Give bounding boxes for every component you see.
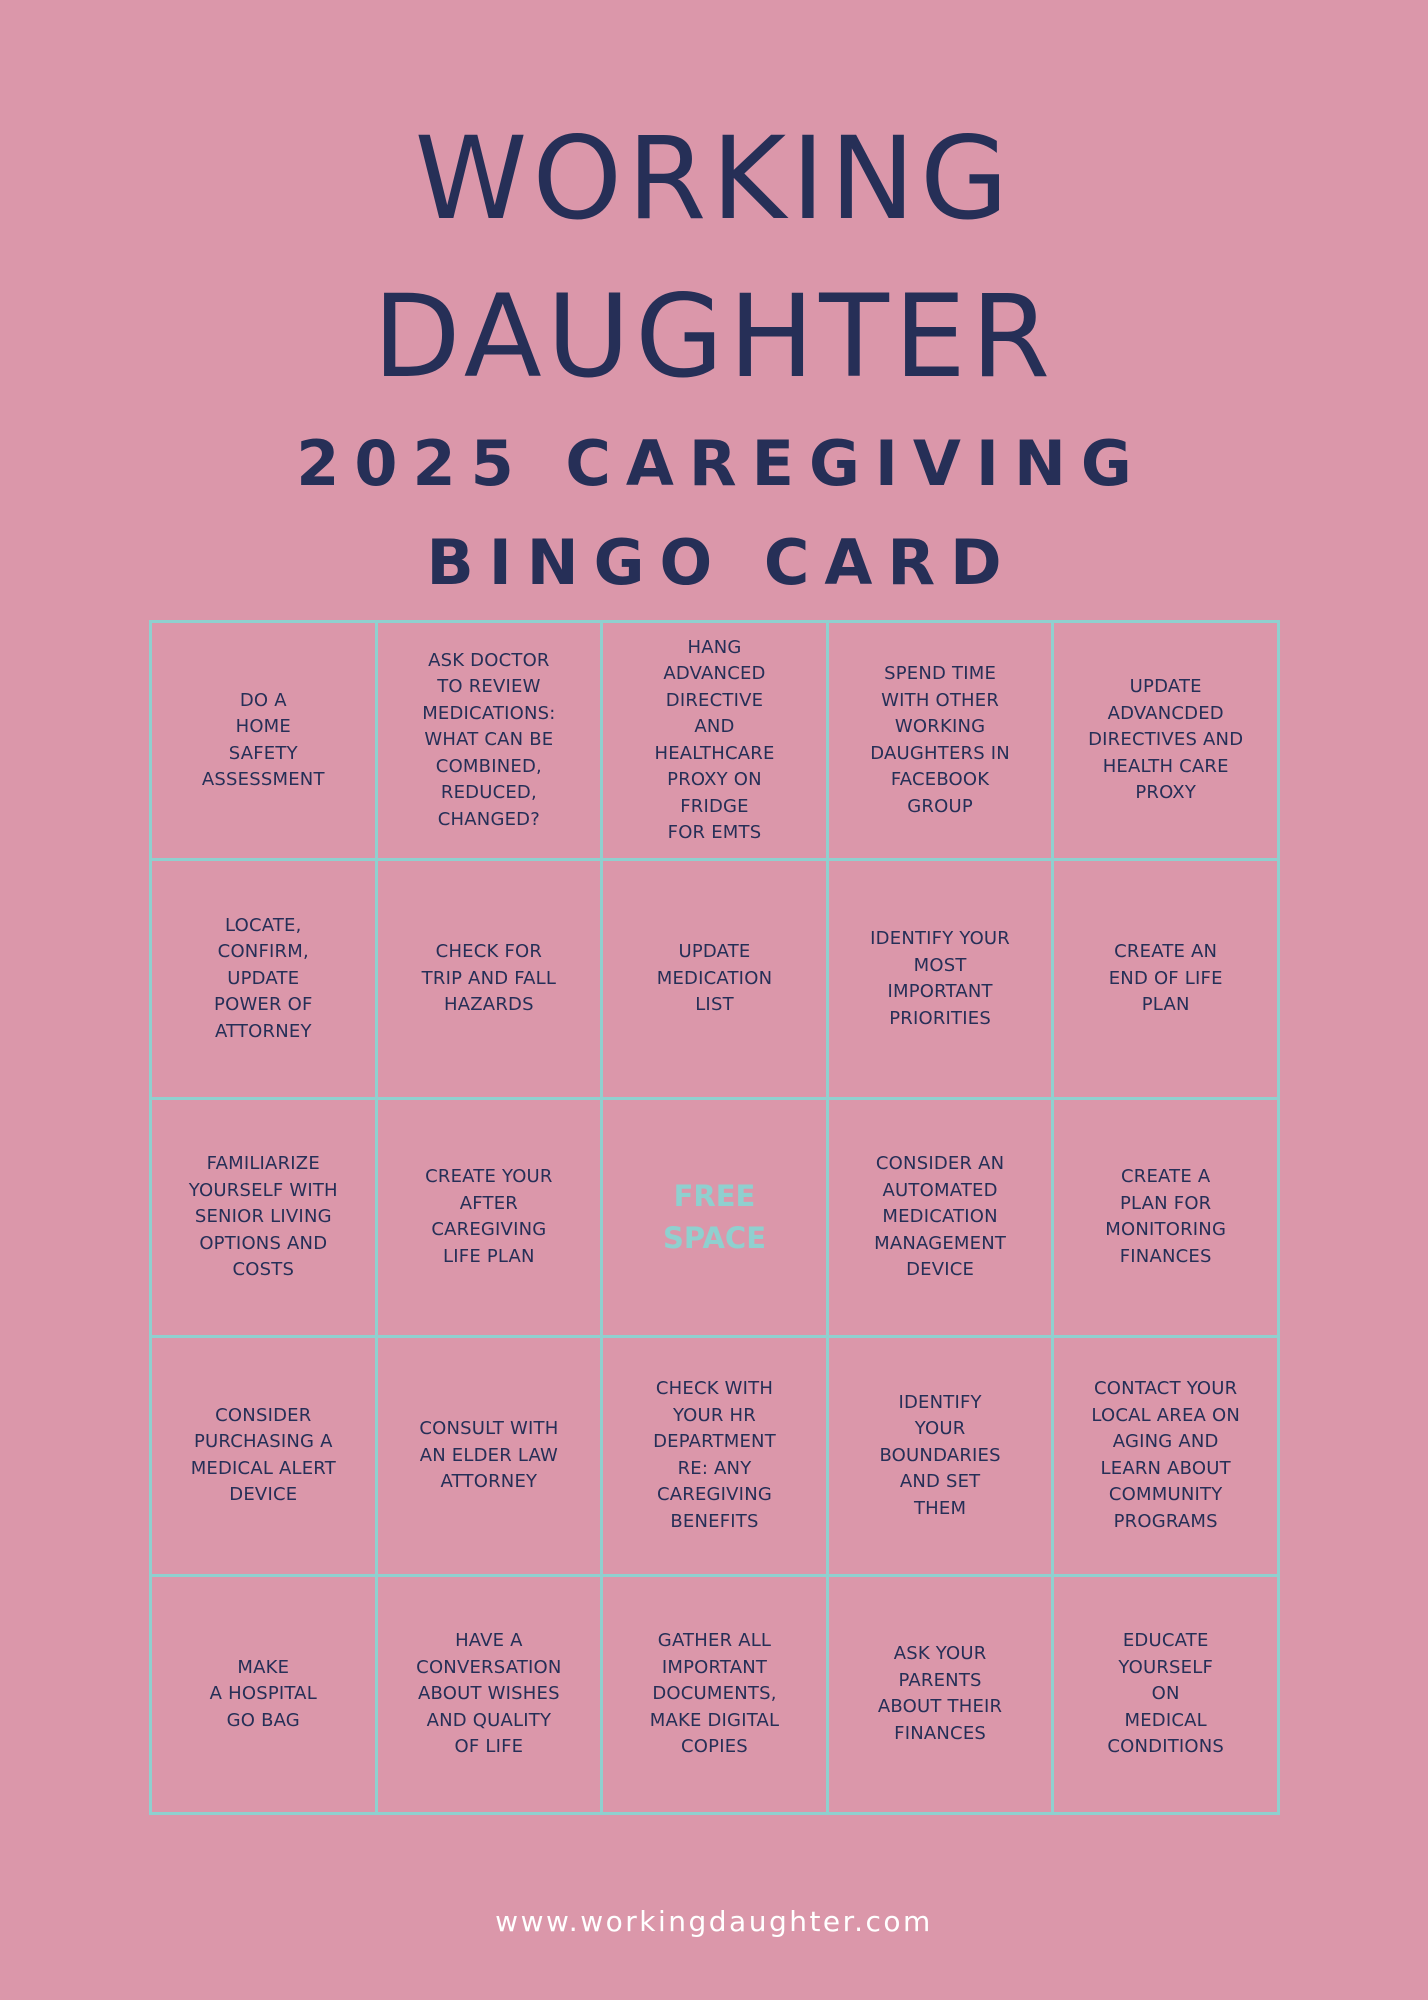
bingo-cell-text: EDUCATE YOURSELF ON MEDICAL CONDITIONS	[1107, 1630, 1225, 1758]
bingo-cell[interactable]	[1054, 1100, 1280, 1338]
website-url[interactable]: www.workingdaughter.com	[495, 1905, 933, 1938]
bingo-cell[interactable]	[152, 1100, 378, 1338]
bingo-cell[interactable]	[1054, 1577, 1280, 1815]
bingo-cell[interactable]	[1054, 623, 1280, 861]
bingo-cell[interactable]	[603, 623, 829, 861]
bingo-cell-text: CREATE AN END OF LIFE PLAN	[1108, 941, 1223, 1016]
title-daughter: DAUGHTER	[372, 270, 1056, 403]
bingo-cell[interactable]	[603, 861, 829, 1099]
title-working: WORKING	[414, 112, 1014, 245]
bingo-cell-text: UPDATE ADVANCDED DIRECTIVES AND HEALTH CARE PROXY	[1088, 676, 1244, 804]
bingo-cell[interactable]	[829, 623, 1055, 861]
bingo-cell[interactable]	[378, 623, 604, 861]
bingo-cell[interactable]	[829, 861, 1055, 1099]
bingo-cell[interactable]	[378, 861, 604, 1099]
bingo-cell-text: IDENTIFY YOUR BOUNDARIES AND SET THEM	[879, 1391, 1001, 1519]
bingo-cell-text: GATHER ALL IMPORTANT DOCUMENTS, MAKE DIGITAL COPIES	[649, 1630, 780, 1758]
bingo-cell-text: HAVE A CONVERSATION ABOUT WISHES AND QUALITY OF LIFE	[416, 1630, 562, 1758]
bingo-cell[interactable]	[1054, 1338, 1280, 1576]
free-space-cell[interactable]	[603, 1100, 829, 1338]
bingo-cell-text: MAKE A HOSPITAL GO BAG	[209, 1656, 317, 1731]
bingo-cell-text: CONTACT YOUR LOCAL AREA ON AGING AND LEARN ABOUT COMMUNITY PROGRAMS	[1091, 1378, 1241, 1532]
subtitle-caregiving: 2025 CAREGIVING	[296, 427, 1147, 500]
bingo-cell[interactable]	[603, 1338, 829, 1576]
bingo-cell-text: IDENTIFY YOUR MOST IMPORTANT PRIORITIES	[870, 928, 1011, 1029]
bingo-cell-text: CHECK WITH YOUR HR DEPARTMENT RE: ANY CAREGIVING BENEFITS	[653, 1378, 776, 1532]
bingo-cell-text: FAMILIARIZE YOURSELF WITH SENIOR LIVING OPTIONS AND COSTS	[188, 1153, 338, 1281]
bingo-cell[interactable]	[829, 1100, 1055, 1338]
bingo-cell-text: CONSULT WITH AN ELDER LAW ATTORNEY	[419, 1418, 559, 1493]
bingo-cell[interactable]	[152, 1338, 378, 1576]
bingo-cell[interactable]	[1054, 861, 1280, 1099]
bingo-cell-text: CONSIDER PURCHASING A MEDICAL ALERT DEVICE	[190, 1404, 336, 1506]
bingo-cell-text: DO A HOME SAFETY ASSESSMENT	[201, 689, 325, 791]
bingo-cell[interactable]	[152, 861, 378, 1099]
bingo-grid	[149, 620, 1280, 1815]
bingo-cell-text: ASK YOUR PARENTS ABOUT THEIR FINANCES	[877, 1643, 1003, 1744]
bingo-cell[interactable]	[152, 623, 378, 861]
bingo-cell[interactable]	[603, 1577, 829, 1815]
bingo-cell-text: SPEND TIME WITH OTHER WORKING DAUGHTERS IN FACEBOOK GROUP	[870, 663, 1010, 817]
bingo-cell-text: HANG ADVANCED DIRECTIVE AND HEALTHCARE PROXY ON FRIDGE FOR EMTS	[654, 636, 775, 844]
bingo-cell[interactable]	[829, 1577, 1055, 1815]
bingo-cell[interactable]	[378, 1100, 604, 1338]
free-space-label: FREE SPACE	[662, 1179, 766, 1256]
bingo-cell-text: ASK DOCTOR TO REVIEW MEDICATIONS: WHAT CAN BE COMBINED, REDUCED, CHANGED?	[422, 649, 556, 830]
bingo-cell[interactable]	[378, 1338, 604, 1576]
bingo-cell-text: UPDATE MEDICATION LIST	[656, 941, 773, 1016]
bingo-cell[interactable]	[152, 1577, 378, 1815]
subtitle-bingo-card: BINGO CARD	[426, 526, 1017, 599]
bingo-cell[interactable]	[378, 1577, 604, 1815]
bingo-cell[interactable]	[829, 1338, 1055, 1576]
bingo-cell-text: CREATE A PLAN FOR MONITORING FINANCES	[1105, 1166, 1227, 1267]
bingo-cell-text: CREATE YOUR AFTER CAREGIVING LIFE PLAN	[425, 1166, 553, 1267]
bingo-cell-text: CONSIDER AN AUTOMATED MEDICATION MANAGEMENT DEVICE	[874, 1153, 1007, 1281]
bingo-cell-text: LOCATE, CONFIRM, UPDATE POWER OF ATTORNEY	[214, 914, 313, 1042]
bingo-cell-text: CHECK FOR TRIP AND FALL HAZARDS	[421, 941, 557, 1016]
